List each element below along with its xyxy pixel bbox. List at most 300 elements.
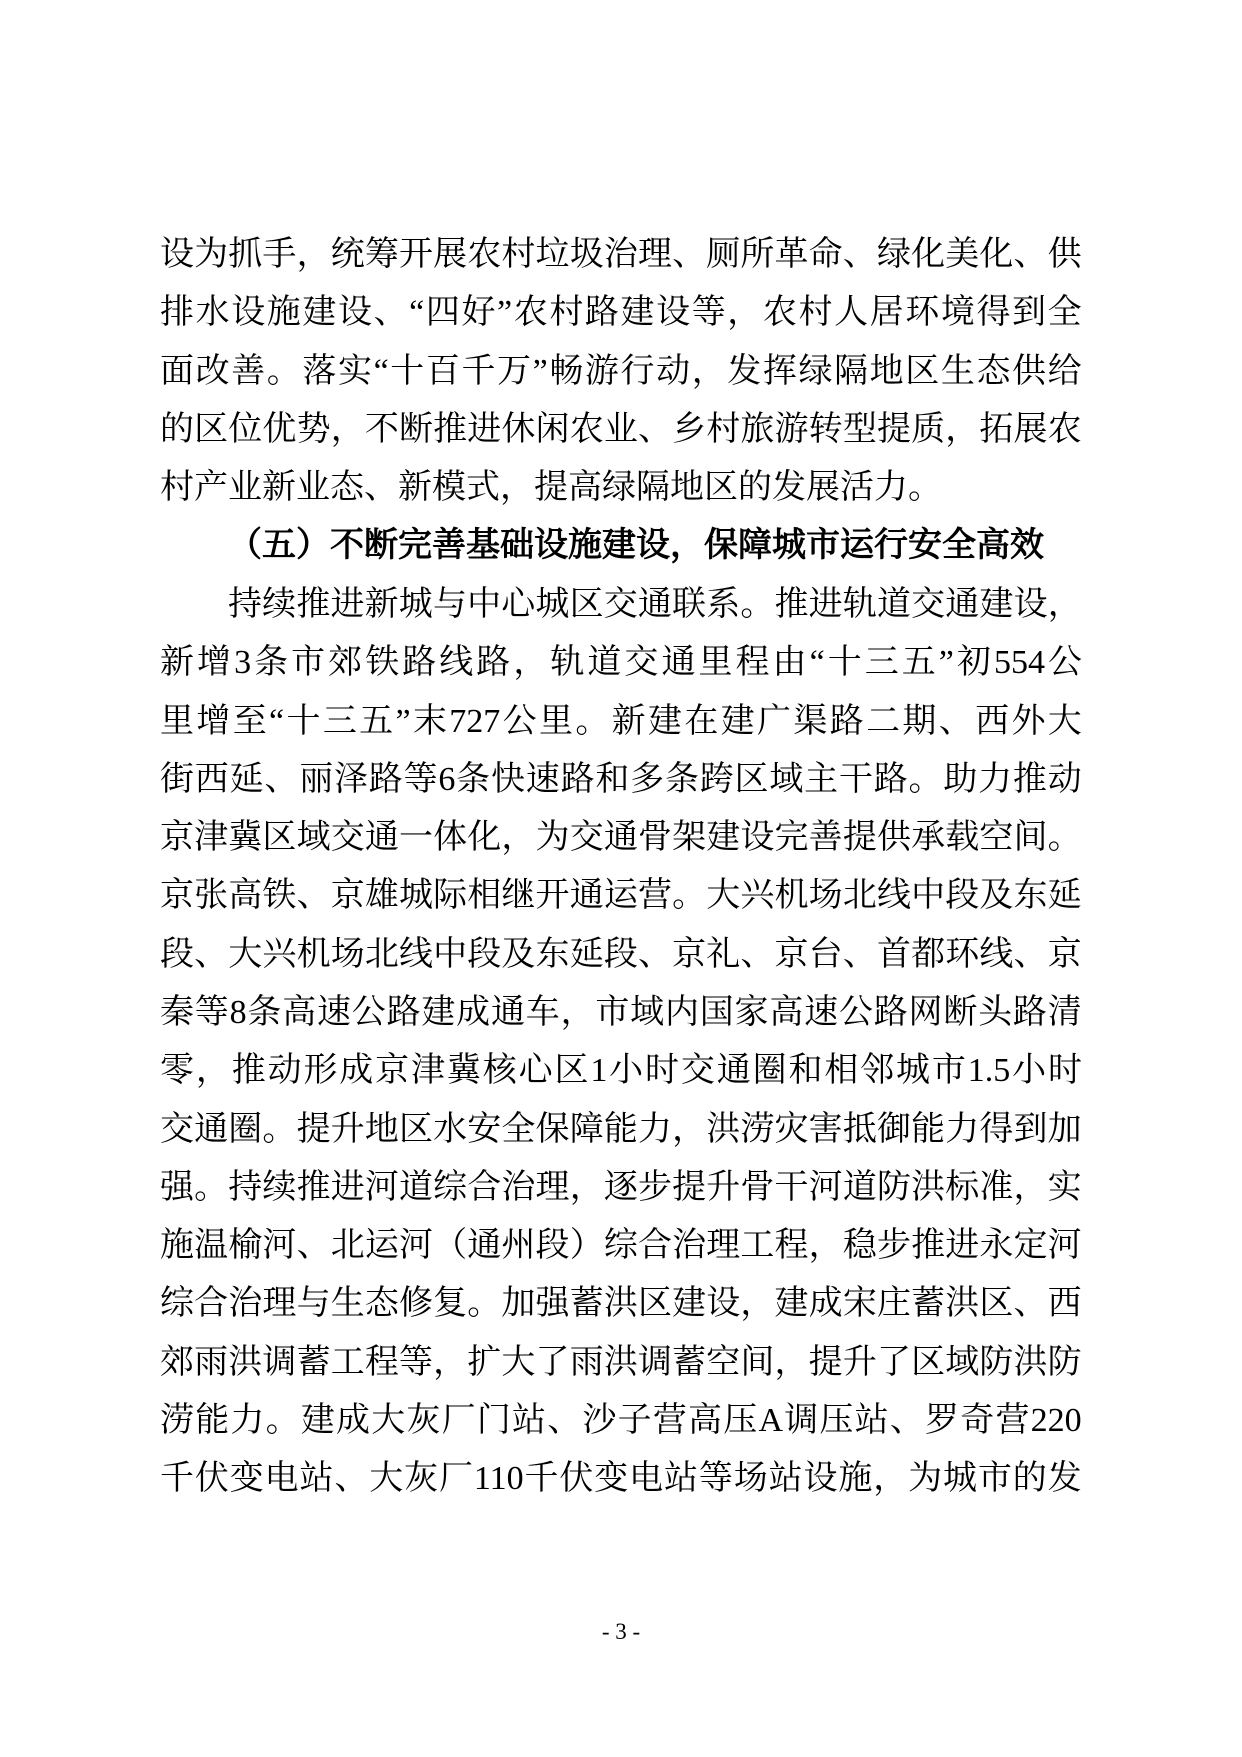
glyph-token: 程 — [364, 1343, 399, 1381]
glyph-token: 主 — [804, 760, 839, 798]
glyph-token: 场 — [330, 935, 365, 973]
glyph-token: 通 — [490, 994, 525, 1031]
glyph-token: 体 — [433, 819, 468, 857]
glyph-token: 。 — [265, 1402, 300, 1440]
glyph-token: 站 — [854, 1402, 889, 1440]
glyph-token: 圾 — [569, 236, 604, 274]
glyph-token: 供 — [1012, 352, 1047, 390]
glyph-token: 通 — [637, 585, 672, 623]
glyph-token: 理 — [706, 1227, 741, 1265]
glyph-token: 。 — [194, 1168, 229, 1206]
glyph-token: 秦 — [160, 994, 194, 1031]
glyph-token: 延 — [1047, 877, 1082, 915]
glyph-token: 新 — [611, 702, 646, 740]
glyph-token: ， — [296, 236, 331, 274]
glyph-token: 防 — [1047, 1343, 1082, 1381]
glyph-token: 相 — [824, 1052, 859, 1090]
glyph-token: 、 — [264, 760, 299, 798]
glyph-token: 州 — [501, 1227, 536, 1265]
glyph-token: 命 — [808, 236, 843, 274]
glyph-token: 形 — [303, 1052, 338, 1090]
glyph-token: 涝 — [740, 1110, 775, 1148]
glyph-token: 态 — [364, 1285, 399, 1323]
glyph-token: 内 — [664, 994, 699, 1031]
glyph-token: 绿 — [876, 236, 911, 274]
glyph-token: 家 — [734, 994, 769, 1031]
glyph-token: 冀 — [228, 819, 263, 857]
glyph-token: 善 — [808, 819, 843, 857]
text-line — [160, 867, 1082, 925]
glyph-token: 稳 — [842, 1227, 877, 1265]
glyph-token: 街 — [160, 760, 194, 798]
text-line — [160, 284, 1082, 342]
glyph-token: 干 — [838, 760, 873, 798]
glyph-token: 多 — [630, 760, 665, 798]
glyph-token: ， — [195, 1052, 230, 1090]
text-line — [160, 1334, 1082, 1392]
glyph-token: 休 — [501, 411, 536, 449]
glyph-token: 条 — [664, 760, 699, 798]
glyph-token: 逐 — [603, 1168, 638, 1206]
glyph-token: 津 — [411, 1052, 446, 1090]
text-line — [160, 692, 1082, 750]
glyph-token: 线 — [979, 935, 1014, 973]
glyph-token: 提 — [672, 1168, 707, 1206]
glyph-token: 北 — [364, 935, 399, 973]
glyph-token: ） — [569, 1227, 604, 1265]
glyph-token: 通 — [716, 1052, 751, 1090]
glyph-token: 铁 — [365, 644, 400, 682]
glyph-token: 兴 — [740, 877, 775, 915]
glyph-token: A — [758, 1402, 784, 1440]
glyph-token: 百 — [425, 352, 460, 390]
glyph-token: 设 — [160, 236, 194, 274]
glyph-token: 相 — [467, 877, 502, 915]
glyph-token: 综 — [433, 1168, 468, 1206]
glyph-token: 治 — [603, 236, 638, 274]
glyph-token: 电 — [264, 1460, 299, 1498]
glyph-token: 时 — [1047, 1052, 1082, 1090]
glyph-token: 、 — [672, 236, 707, 274]
glyph-token: 城 — [398, 877, 433, 915]
glyph-token: 交 — [569, 819, 604, 857]
glyph-token: 压 — [819, 1402, 854, 1440]
glyph-token: 与 — [432, 585, 467, 623]
glyph-token: 区 — [194, 411, 229, 449]
glyph-token: 十 — [827, 644, 862, 682]
glyph-token: 、 — [296, 1227, 331, 1265]
glyph-token: 市 — [931, 1052, 966, 1090]
glyph-token: 厂 — [441, 1402, 476, 1440]
glyph-token: 站 — [299, 1460, 334, 1498]
glyph-token: 的 — [1012, 1460, 1047, 1498]
glyph-token: 乡 — [672, 411, 707, 449]
glyph-token: 等 — [698, 1460, 733, 1498]
glyph-token: 间 — [740, 1343, 775, 1381]
glyph-token: （ — [433, 1227, 468, 1265]
glyph-token: 。 — [467, 1285, 502, 1323]
glyph-token: 调 — [637, 1343, 672, 1381]
glyph-token: 行 — [620, 352, 655, 390]
glyph-token: 工 — [740, 1227, 775, 1265]
text-line — [160, 1042, 1082, 1100]
glyph-token: 区 — [398, 1110, 433, 1148]
glyph-token: 线 — [876, 877, 911, 915]
glyph-token: 建 — [421, 994, 456, 1031]
glyph-token: 场 — [733, 1460, 768, 1498]
glyph-token: 质 — [911, 411, 946, 449]
glyph-token: 建 — [720, 702, 755, 740]
glyph-token: 标 — [945, 1168, 980, 1206]
glyph-token: 路 — [584, 294, 619, 332]
glyph-token: 初 — [956, 644, 991, 682]
glyph-token: 骨 — [637, 819, 672, 857]
glyph-token: “ — [809, 644, 825, 682]
glyph-token: 、 — [637, 411, 672, 449]
glyph-token: 抵 — [842, 1110, 877, 1148]
glyph-token: 展 — [1013, 411, 1048, 449]
glyph-token: 雨 — [194, 1343, 229, 1381]
glyph-token: 圈 — [752, 1052, 787, 1090]
glyph-token: 城 — [398, 585, 433, 623]
glyph-token: 公 — [1047, 644, 1082, 682]
glyph-token: 扩 — [467, 1343, 502, 1381]
glyph-token: 北 — [842, 877, 877, 915]
glyph-token: 骨 — [740, 1168, 775, 1206]
glyph-token: 旅 — [740, 411, 775, 449]
glyph-token: 成 — [339, 1052, 374, 1090]
glyph-token: 郊 — [328, 644, 363, 682]
glyph-token: ， — [513, 644, 548, 682]
glyph-token: 、 — [842, 935, 877, 973]
glyph-token: 程 — [735, 644, 770, 682]
glyph-token: 准 — [979, 1168, 1014, 1206]
glyph-token: 农 — [513, 294, 548, 332]
glyph-token: 国 — [699, 994, 734, 1031]
glyph-token: 化 — [911, 236, 946, 274]
glyph-token: 线 — [398, 935, 433, 973]
glyph-token: 通 — [467, 1227, 502, 1265]
glyph-token: 供 — [876, 819, 911, 857]
glyph-token: 城 — [896, 1052, 931, 1090]
glyph-token: 东 — [1013, 877, 1048, 915]
glyph-token: 灰 — [404, 1460, 439, 1498]
glyph-token: 地 — [869, 352, 904, 390]
glyph-token: 为 — [908, 1460, 943, 1498]
glyph-token: 道 — [587, 644, 622, 682]
glyph-token: 丽 — [299, 760, 334, 798]
glyph-token: 增 — [197, 644, 232, 682]
glyph-token: 调 — [784, 1402, 819, 1440]
glyph-token: 空 — [706, 1343, 741, 1381]
glyph-token: 抓 — [228, 236, 263, 274]
glyph-token: 人 — [834, 294, 869, 332]
glyph-token: 1 — [590, 1052, 608, 1090]
glyph-token: 压 — [723, 1402, 758, 1440]
glyph-token: 到 — [1013, 1110, 1048, 1148]
glyph-token: 四 — [425, 294, 460, 332]
glyph-token: 生 — [940, 352, 975, 390]
glyph-token: 及 — [501, 935, 536, 973]
glyph-token: 。 — [266, 352, 301, 390]
glyph-token: 加 — [501, 1285, 536, 1323]
glyph-token: 段 — [945, 877, 980, 915]
glyph-token: 设 — [1013, 585, 1048, 623]
glyph-token: 西 — [194, 760, 229, 798]
glyph-token: 跨 — [699, 760, 734, 798]
glyph-token: 治 — [228, 1285, 263, 1323]
glyph-token: 理 — [535, 1168, 570, 1206]
glyph-token: 条 — [254, 644, 289, 682]
glyph-token: 断 — [943, 994, 978, 1031]
glyph-token: 榆 — [228, 1227, 263, 1265]
glyph-token: 通 — [364, 819, 399, 857]
glyph-token: 统 — [330, 236, 365, 274]
glyph-token: 提 — [842, 819, 877, 857]
glyph-token: 建 — [979, 585, 1014, 623]
glyph-token: 区 — [637, 1285, 672, 1323]
glyph-token: 大 — [1047, 702, 1082, 740]
glyph-token: 保 — [535, 1110, 570, 1148]
section-heading-line: （五）不断完善基础设施建设，保障城市运行安全高效 — [228, 527, 1044, 565]
glyph-token: 御 — [876, 1110, 911, 1148]
glyph-token: 推 — [911, 1227, 946, 1265]
glyph-token: 步 — [876, 1227, 911, 1265]
glyph-token: 、 — [373, 294, 408, 332]
glyph-token: 首 — [876, 935, 911, 973]
glyph-token: 、 — [1013, 935, 1048, 973]
glyph-token: 害 — [808, 1110, 843, 1148]
glyph-token: 间 — [1013, 819, 1048, 857]
glyph-token: 建 — [620, 294, 655, 332]
glyph-token: 理 — [637, 236, 672, 274]
glyph-token: 步 — [637, 1168, 672, 1206]
glyph-token: 设 — [231, 294, 266, 332]
text-line — [160, 751, 1082, 809]
glyph-token: 障 — [569, 1110, 604, 1148]
glyph-token: 渠 — [793, 702, 828, 740]
text-line — [160, 1159, 1082, 1217]
glyph-token: 变 — [594, 1460, 629, 1498]
glyph-token: 、 — [547, 1402, 582, 1440]
glyph-token: 善 — [231, 352, 266, 390]
glyph-token: “ — [373, 352, 389, 390]
glyph-token: 交 — [911, 585, 946, 623]
glyph-token: 农 — [762, 294, 797, 332]
glyph-token: 发 — [1047, 1460, 1082, 1498]
text-line — [160, 984, 1082, 1042]
glyph-token: 修 — [398, 1285, 433, 1323]
glyph-token: 洪 — [945, 1285, 980, 1323]
glyph-token: 安 — [467, 1110, 502, 1148]
glyph-token: 蓄 — [296, 1343, 331, 1381]
glyph-token: 为 — [194, 236, 229, 274]
glyph-token: 施 — [266, 294, 301, 332]
glyph-token: 交 — [680, 1052, 715, 1090]
glyph-token: 蓄 — [569, 1285, 604, 1323]
glyph-token: 闲 — [535, 411, 570, 449]
glyph-token: 力 — [978, 760, 1013, 798]
glyph-token: 建 — [300, 1402, 335, 1440]
glyph-token: 水 — [433, 1110, 468, 1148]
glyph-token: 道 — [398, 1168, 433, 1206]
glyph-token: 改 — [195, 352, 230, 390]
glyph-token: 城 — [535, 585, 570, 623]
glyph-token: 网 — [908, 994, 943, 1031]
glyph-token: ， — [1047, 585, 1082, 623]
glyph-token: 全 — [501, 1110, 536, 1148]
glyph-token: 灾 — [774, 1110, 809, 1148]
text-line — [160, 809, 1082, 867]
glyph-token: 市 — [977, 1460, 1012, 1498]
glyph-token: 提 — [876, 411, 911, 449]
glyph-token: 张 — [194, 877, 229, 915]
glyph-token: 厕 — [706, 236, 741, 274]
glyph-token: 排 — [160, 294, 194, 332]
glyph-token: 和 — [788, 1052, 823, 1090]
glyph-token: 里 — [160, 702, 194, 740]
glyph-token: 道 — [842, 1168, 877, 1206]
glyph-token: 区 — [554, 1052, 589, 1090]
glyph-token: 优 — [262, 411, 297, 449]
glyph-token: 了 — [876, 1343, 911, 1381]
glyph-token: 力 — [230, 1402, 265, 1440]
glyph-token: 等 — [691, 294, 726, 332]
glyph-token: ， — [873, 1460, 908, 1498]
text-line — [160, 926, 1082, 984]
glyph-token: 路 — [829, 702, 864, 740]
glyph-token: 554 — [993, 644, 1045, 682]
glyph-token: 升 — [330, 1110, 365, 1148]
glyph-token: 得 — [979, 1110, 1014, 1148]
glyph-token: 等 — [194, 994, 229, 1031]
glyph-token: 美 — [945, 236, 980, 274]
glyph-token: 城 — [943, 1460, 977, 1498]
text-line — [160, 401, 1082, 459]
glyph-token: 。 — [262, 1110, 297, 1148]
glyph-token: 域 — [296, 819, 331, 857]
glyph-token: 雨 — [569, 1343, 604, 1381]
glyph-token: 雄 — [364, 877, 399, 915]
glyph-token: 推 — [1012, 760, 1047, 798]
glyph-token: 河 — [398, 1227, 433, 1265]
glyph-token: 清 — [1047, 994, 1082, 1031]
glyph-token: 推 — [231, 1052, 266, 1090]
glyph-token: 里 — [698, 644, 733, 682]
glyph-token: 路 — [476, 644, 511, 682]
glyph-token: 、 — [1013, 236, 1048, 274]
glyph-token: 设 — [656, 294, 691, 332]
glyph-token: 合 — [194, 1285, 229, 1323]
glyph-token: 1.5 — [967, 1052, 1011, 1090]
glyph-token: 。 — [1047, 819, 1082, 857]
glyph-token: 合 — [467, 1168, 502, 1206]
glyph-token: 、 — [740, 935, 775, 973]
glyph-token: 心 — [518, 1052, 553, 1090]
glyph-token: 奇 — [960, 1402, 995, 1440]
glyph-token: 居 — [869, 294, 904, 332]
glyph-token: 、 — [194, 935, 229, 973]
glyph-token: 绿 — [798, 352, 833, 390]
glyph-token: 、 — [637, 935, 672, 973]
glyph-token: 五 — [359, 702, 394, 740]
glyph-token: 增 — [196, 702, 231, 740]
glyph-token: 高 — [282, 994, 317, 1031]
glyph-token: 8 — [229, 994, 247, 1031]
glyph-token: 推 — [774, 585, 809, 623]
glyph-token: 域 — [769, 760, 804, 798]
glyph-token: 通 — [603, 819, 638, 857]
glyph-token: ， — [433, 1343, 468, 1381]
glyph-token: 河 — [808, 1168, 843, 1206]
glyph-token: 落 — [302, 352, 337, 390]
glyph-token: 大 — [501, 1343, 536, 1381]
glyph-token: ， — [1013, 1168, 1048, 1206]
glyph-token: 厂 — [439, 1460, 473, 1498]
glyph-token: 6 — [438, 760, 456, 798]
glyph-token: ” — [395, 702, 411, 740]
glyph-token: 洪 — [603, 1285, 638, 1323]
glyph-token: 环 — [905, 294, 940, 332]
glyph-token: 蓄 — [672, 1343, 707, 1381]
glyph-token: 水 — [195, 294, 230, 332]
glyph-token: 区 — [979, 1285, 1014, 1323]
glyph-token: 末 — [412, 702, 447, 740]
glyph-token: 设 — [337, 294, 372, 332]
glyph-token: 治 — [672, 1227, 707, 1265]
glyph-token: 助 — [943, 760, 978, 798]
glyph-token: 泽 — [333, 760, 368, 798]
glyph-token: 载 — [945, 819, 980, 857]
glyph-token: 及 — [979, 877, 1014, 915]
glyph-token: 的 — [160, 411, 194, 449]
glyph-token: 提 — [296, 1110, 331, 1148]
glyph-token: “ — [409, 294, 425, 332]
glyph-token: 得 — [976, 294, 1011, 332]
glyph-token: 中 — [433, 935, 468, 973]
glyph-token: 隔 — [834, 352, 869, 390]
glyph-token: 台 — [808, 935, 843, 973]
glyph-token: 系 — [706, 585, 741, 623]
glyph-token: 邻 — [860, 1052, 895, 1090]
glyph-token: 续 — [262, 1168, 297, 1206]
glyph-token: 罗 — [925, 1402, 960, 1440]
glyph-token: 畅 — [549, 352, 584, 390]
text-line — [160, 1392, 1082, 1450]
glyph-token: 联 — [672, 585, 707, 623]
glyph-token: 洪 — [1013, 1343, 1048, 1381]
glyph-token: 革 — [774, 236, 809, 274]
glyph-token: 、 — [334, 1460, 369, 1498]
glyph-token: 时 — [645, 1052, 680, 1090]
glyph-token: 能 — [195, 1402, 230, 1440]
glyph-token: 京 — [672, 935, 707, 973]
glyph-token: 动 — [656, 352, 691, 390]
glyph-token: 速 — [804, 994, 839, 1031]
glyph-token: 京 — [375, 1052, 410, 1090]
glyph-token: 路 — [873, 994, 908, 1031]
glyph-token: 运 — [364, 1227, 399, 1265]
glyph-token: 沙 — [582, 1402, 617, 1440]
glyph-token: 治 — [501, 1168, 536, 1206]
glyph-token: 冀 — [446, 1052, 481, 1090]
glyph-token: 态 — [976, 352, 1011, 390]
glyph-token: 段 — [467, 935, 502, 973]
glyph-token: 小 — [1012, 1052, 1047, 1090]
glyph-token: 轨 — [550, 644, 585, 682]
glyph-token: 升 — [706, 1168, 741, 1206]
glyph-token: 727 — [449, 702, 501, 740]
